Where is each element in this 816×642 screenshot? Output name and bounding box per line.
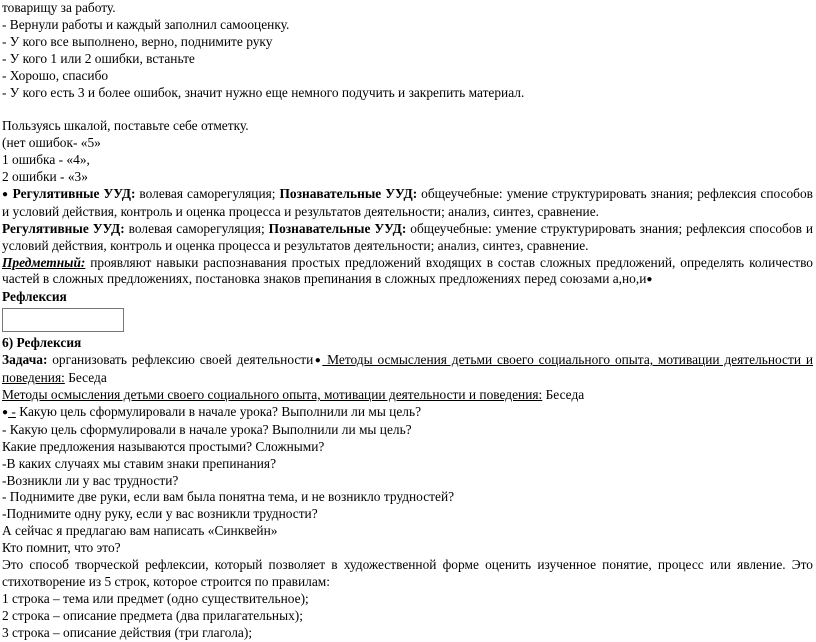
question-line: -В каких случаях мы ставим знаки препинания?	[2, 455, 277, 471]
question-line: Какие предложения называются простыми? Сложными?	[2, 438, 325, 454]
task-text: организовать рефлексию своей деятельности	[47, 352, 314, 368]
cognitive-label: Познавательные УУД:	[279, 185, 418, 201]
rule-line: 1 строка – тема или предмет (одно существительное);	[2, 590, 309, 606]
rule-line: 2 строка – описание предмета (два прилагательных);	[2, 607, 303, 623]
bullet-icon: ●	[646, 274, 653, 286]
regulative-text: волевая саморегуляция;	[135, 185, 280, 201]
reflection-heading: Рефлексия	[2, 289, 67, 305]
task-paragraph	[2, 352, 813, 387]
bullet-icon: ●	[2, 188, 9, 200]
uud-paragraph-1	[2, 186, 813, 221]
text-line: 2 ошибки - «3»	[2, 169, 88, 185]
question-line: А сейчас я предлагаю вам написать «Синквейн»	[2, 523, 278, 539]
text-line: - У кого все выполнено, верно, поднимите руку	[2, 33, 273, 49]
question-line: - Какую цель сформулировали в начале урока? Выполнили ли мы цель?	[2, 421, 412, 437]
cognitive-text: общеучебные: умение структурировать знания; рефлексия способов и условий действия, контроль и оценка процесса и результатов деятельности; анализ, синтез, сравнение.	[2, 185, 813, 219]
question-dash: -	[8, 403, 16, 419]
text-line: товарищу за работу.	[2, 0, 116, 15]
cognitive-text: общеучебные: умение структурировать знания; рефлексия способов и условий действия, контроль и оценка процесса и результатов деятельности; анализ, синтез, сравнение.	[2, 220, 813, 253]
empty-table-cell	[2, 308, 124, 332]
methods-underlined: Методы осмысления детьми своего социального опыта, мотивации деятельности и поведения:	[2, 352, 814, 386]
text-line: - У кого 1 или 2 ошибки, встаньте	[2, 50, 195, 66]
regulative-label: Регулятивные УУД:	[12, 185, 136, 201]
blank-line	[2, 101, 813, 118]
cognitive-label: Познавательные УУД:	[268, 220, 407, 236]
text-line: 1 ошибка - «4»,	[2, 152, 90, 168]
text-line: - Хорошо, спасибо	[2, 67, 109, 83]
uud-paragraph-2	[2, 221, 813, 255]
methods-paragraph	[2, 387, 813, 404]
question-line: - Поднимите две руки, если вам была понятна тема, и не возникло трудностей?	[2, 489, 455, 505]
text-line: (нет ошибок- «5»	[2, 135, 101, 151]
rule-line: 3 строка – описание действия (три глагола);	[2, 624, 253, 640]
task-label: Задача:	[2, 352, 48, 368]
question-line: -Поднимите одну руку, если у вас возникли трудности?	[2, 506, 318, 522]
text-line: Пользуясь шкалой, поставьте себе отметку.	[2, 118, 249, 134]
cinquain-description: Это способ творческой рефлексии, который позволяет в художественной форме оценить изученное понятие, процесс или явление. Это стихотворение из 5 строк, которое строится по правилам:	[2, 557, 813, 589]
question-line	[2, 404, 813, 422]
subject-text: проявляют навыки распознавания простых предложений входящих в состав сложных предложений, определять количество частей в сложных предложениях, постановка знаков препинания в сложных предложениях перед союзами а,но,и	[2, 254, 813, 287]
bullet-icon: ●	[2, 406, 9, 418]
section-heading: 6) Рефлексия	[2, 335, 82, 351]
subject-label: Предметный:	[2, 254, 86, 270]
methods-underlined: Методы осмысления детьми своего социального опыта, мотивации деятельности и поведения:	[2, 387, 543, 403]
regulative-text: волевая саморегуляция;	[124, 220, 269, 236]
methods-after: Беседа	[64, 370, 107, 386]
text-line: - У кого есть 3 и более ошибок, значит нужно еще немного подучить и закрепить материал.	[2, 84, 525, 100]
bullet-icon: ●	[313, 355, 323, 367]
question-text: Какую цель сформулировали в начале урока? Выполнили ли мы цель?	[15, 403, 422, 419]
question-line: -Возникли ли у вас трудности?	[2, 472, 179, 488]
text-line: - Вернули работы и каждый заполнил самооценку.	[2, 16, 290, 32]
regulative-label: Регулятивные УУД:	[2, 220, 125, 236]
methods-after: Беседа	[542, 387, 585, 403]
question-line: Кто помнит, что это?	[2, 540, 121, 556]
subject-paragraph	[2, 255, 813, 290]
